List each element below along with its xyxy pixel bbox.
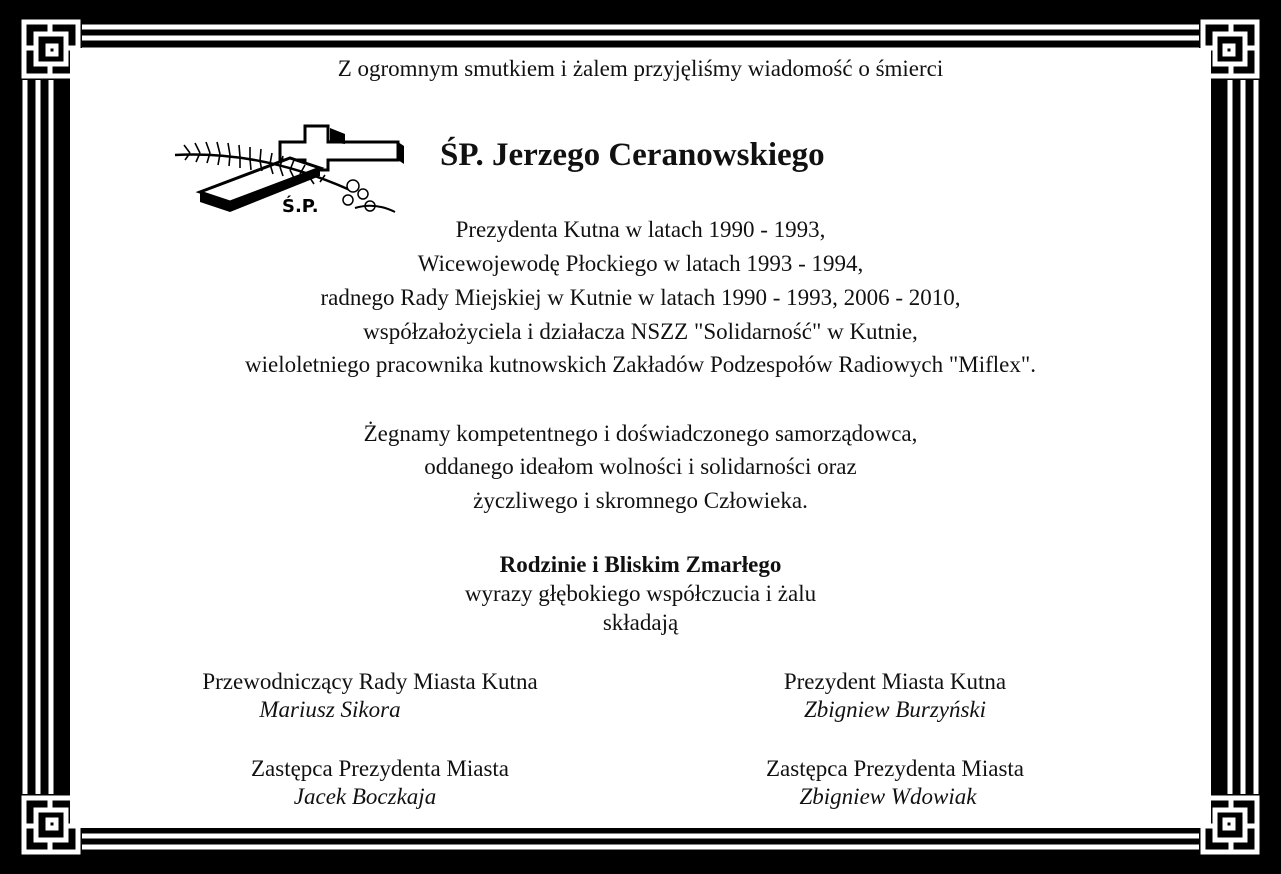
signatory-title: Zastępca Prezydenta Miasta [766,756,1024,781]
signatory-block [170,756,590,810]
role-line: Wicewojewodę Płockiego w latach 1993 - 1994, [417,251,864,276]
farewell-line: Żegnamy kompetentnego i doświadczonego samorządowca, [363,421,918,446]
signatory-name: Mariusz Sikora [259,697,401,722]
signatory-name: Zbigniew Wdowiak [799,784,977,809]
signatory-block [700,669,1090,723]
deceased-name: ŚP. Jerzego Ceranowskiego [440,137,825,173]
signatory-block [700,756,1090,810]
role-line: radnego Rady Miejskiej w Kutnie w latach 1990 - 1993, 2006 - 2010, [320,285,961,310]
signatory-block [160,669,580,723]
condolence-line: wyrazy głębokiego współczucia i żalu [464,581,817,606]
signatory-title: Zastępca Prezydenta Miasta [251,756,509,781]
condolence-line: składają [602,610,679,635]
farewell-line: życzliwego i skromnego Człowieka. [473,488,808,513]
role-line: wieloletniego pracownika kutnowskich Zakładów Podzespołów Radiowych "Miflex". [244,352,1037,377]
role-line: współzałożyciela i działacza NSZZ "Solidarność" w Kutnie, [363,319,918,344]
farewell-line: oddanego ideałom wolności i solidarności oraz [424,454,857,479]
intro-text: Z ogromnym smutkiem i żalem przyjęliśmy wiadomość o śmierci [337,56,944,81]
cross-palm-emblem [170,120,405,225]
signatory-title: Prezydent Miasta Kutna [783,669,1007,694]
signatory-title: Przewodniczący Rady Miasta Kutna [202,669,538,694]
condolence-heading: Rodzinie i Bliskim Zmarłego [499,552,782,577]
signatory-name: Jacek Boczkaja [293,784,437,809]
emblem-label: Ś.P. [282,196,319,217]
signatory-name: Zbigniew Burzyński [803,697,987,722]
role-line: Prezydenta Kutna w latach 1990 - 1993, [455,217,826,242]
